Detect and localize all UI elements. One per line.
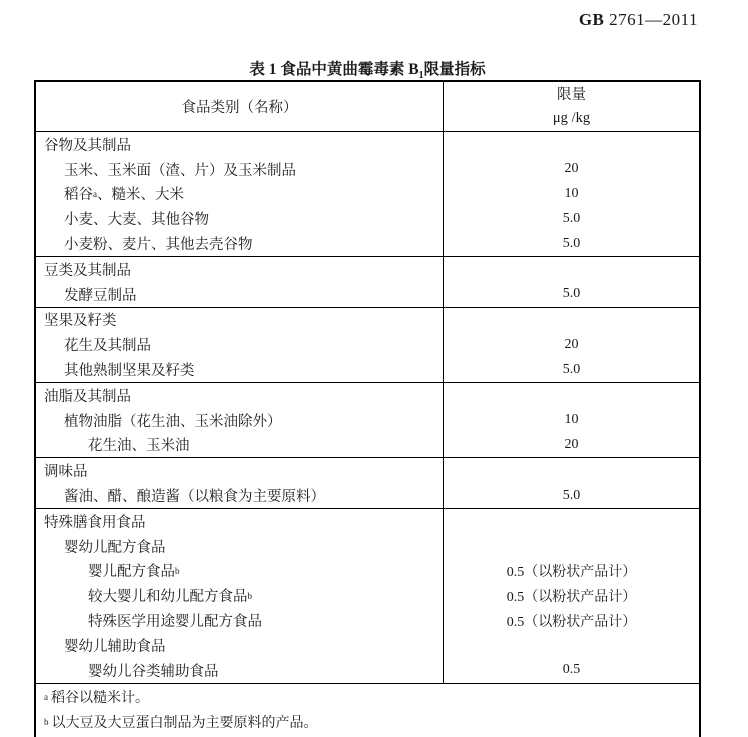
limit-value-cell: 5.0	[562, 235, 581, 251]
column-header-food-category: 食品类别（名称）	[36, 82, 444, 131]
limit-value-cell	[444, 509, 699, 534]
food-category-label: 较大婴儿和幼儿配方食品	[88, 589, 248, 606]
table-row	[36, 357, 699, 382]
limit-value-cell: 5.0	[562, 361, 581, 377]
footnote-text: 稻谷以糙米计。	[51, 691, 149, 707]
food-category-label: 植物油脂（花生油、玉米油除外）	[64, 413, 282, 430]
limit-value-cell: 20	[564, 436, 579, 452]
table-row	[36, 308, 699, 333]
table-row	[36, 633, 699, 658]
limit-header-label: 限量	[557, 86, 586, 103]
table-row	[36, 282, 699, 307]
limits-table	[34, 80, 701, 737]
food-category-label: 坚果及籽类	[44, 313, 117, 330]
table-row	[36, 509, 699, 534]
limit-value-cell	[444, 383, 699, 408]
food-category-label: 酱油、醋、酿造酱（以粮食为主要原料）	[64, 489, 325, 506]
food-category-label: 花生及其制品	[64, 338, 151, 355]
food-category-cell	[36, 534, 444, 559]
table-section	[36, 256, 699, 307]
table-caption-text: 表 1 食品中黄曲霉毒素 B	[249, 61, 419, 78]
limit-value-cell	[444, 132, 699, 157]
table-row	[36, 383, 699, 408]
limit-value-cell: 0.5（以粉状产品计）	[506, 614, 637, 630]
food-category-label: 其他熟制坚果及籽类	[64, 363, 195, 380]
food-category-cell	[36, 633, 444, 658]
table-row	[36, 433, 699, 458]
food-category-cell	[36, 608, 444, 633]
food-category-cell: 稻谷 a 、糙米、大米	[36, 182, 444, 207]
food-category-label-rest: 、糙米、大米	[97, 187, 184, 204]
food-category-label: 小麦、大麦、其他谷物	[64, 212, 209, 229]
food-category-label: 玉米、玉米面（渣、片）及玉米制品	[64, 162, 296, 179]
food-category-label: 特殊医学用途婴儿配方食品	[88, 614, 262, 631]
footnote: b 以大豆及大豆蛋白制品为主要原料的产品。	[36, 710, 699, 735]
food-category-label: 婴幼儿配方食品	[64, 539, 166, 556]
food-category-label: 婴幼儿谷类辅助食品	[88, 663, 219, 680]
food-category-cell: 较大婴儿和幼儿配方食品 b	[36, 583, 444, 608]
table-section	[36, 307, 699, 382]
food-category-cell	[36, 332, 444, 357]
table-row	[36, 458, 699, 483]
limit-value-cell	[444, 458, 699, 483]
table-footnotes	[36, 683, 699, 737]
table-row	[36, 408, 699, 433]
standard-code	[579, 10, 698, 30]
food-category-label: 调味品	[44, 464, 88, 481]
table-section	[36, 508, 699, 683]
standard-code-number: 2761—2011	[604, 10, 698, 29]
table-row	[36, 658, 699, 683]
table-header-row	[36, 82, 699, 131]
food-category-cell	[36, 157, 444, 182]
limit-value-cell: 20	[564, 336, 579, 352]
food-category-cell	[36, 357, 444, 382]
standard-code-prefix: GB	[578, 10, 605, 29]
food-category-label: 花生油、玉米油	[88, 438, 190, 455]
food-category-label: 豆类及其制品	[44, 262, 131, 279]
food-category-cell	[36, 282, 444, 307]
limit-value-cell	[444, 308, 699, 333]
table-row	[36, 257, 699, 282]
table-row	[36, 206, 699, 231]
footnote: a 稻谷以糙米计。	[36, 685, 699, 710]
food-category-cell	[36, 483, 444, 508]
table-section	[36, 131, 699, 256]
food-category-label: 婴幼儿辅助食品	[64, 638, 166, 655]
table-row	[36, 583, 699, 608]
food-category-cell	[36, 458, 444, 483]
food-category-cell	[36, 308, 444, 333]
food-category-cell	[36, 132, 444, 157]
food-category-cell	[36, 257, 444, 282]
table-row	[36, 182, 699, 207]
table-row	[36, 132, 699, 157]
table-caption-subscript: 1	[418, 70, 424, 82]
food-category-cell	[36, 231, 444, 256]
limit-value-cell: 20	[564, 161, 579, 177]
food-category-label: 发酵豆制品	[64, 287, 137, 304]
column-header-limit	[444, 82, 699, 131]
limit-value-cell: 10	[564, 412, 579, 428]
table-caption-suffix: 限量指标	[423, 61, 486, 78]
food-category-cell	[36, 509, 444, 534]
food-category-label: 婴儿配方食品	[88, 564, 175, 581]
table-row	[36, 231, 699, 256]
food-category-label: 稻谷	[64, 187, 93, 204]
food-category-cell: 婴儿配方食品 b	[36, 559, 444, 584]
limit-value-cell: 0.5（以粉状产品计）	[506, 564, 637, 580]
table-row	[36, 157, 699, 182]
table-row	[36, 559, 699, 584]
food-category-label: 谷物及其制品	[44, 137, 131, 154]
food-category-cell	[36, 658, 444, 683]
limit-value-cell	[444, 633, 699, 658]
table-section	[36, 382, 699, 457]
food-category-label: 小麦粉、麦片、其他去壳谷物	[64, 237, 253, 254]
limit-value-cell: 10	[564, 185, 579, 201]
food-category-cell	[36, 206, 444, 231]
food-category-cell	[36, 408, 444, 433]
table-row	[36, 483, 699, 508]
table-row	[36, 332, 699, 357]
food-category-cell	[36, 433, 444, 458]
food-category-label: 油脂及其制品	[44, 388, 131, 405]
table-row	[36, 608, 699, 633]
footnote-text: 以大豆及大豆蛋白制品为主要原料的产品。	[51, 716, 318, 732]
limit-value-cell: 5.0	[562, 487, 581, 503]
limit-value-cell	[444, 257, 699, 282]
limit-value-cell	[444, 534, 699, 559]
food-category-cell	[36, 383, 444, 408]
table-row	[36, 534, 699, 559]
limit-value-cell: 0.5	[562, 662, 581, 678]
limit-value-cell: 0.5（以粉状产品计）	[506, 589, 637, 605]
limit-header-unit: μg /kg	[552, 109, 591, 126]
table-section	[36, 457, 699, 508]
limit-value-cell: 5.0	[562, 210, 581, 226]
table-caption	[34, 57, 701, 82]
food-category-label: 特殊膳食用食品	[44, 514, 146, 531]
limit-value-cell: 5.0	[562, 286, 581, 302]
table-body	[36, 131, 699, 683]
